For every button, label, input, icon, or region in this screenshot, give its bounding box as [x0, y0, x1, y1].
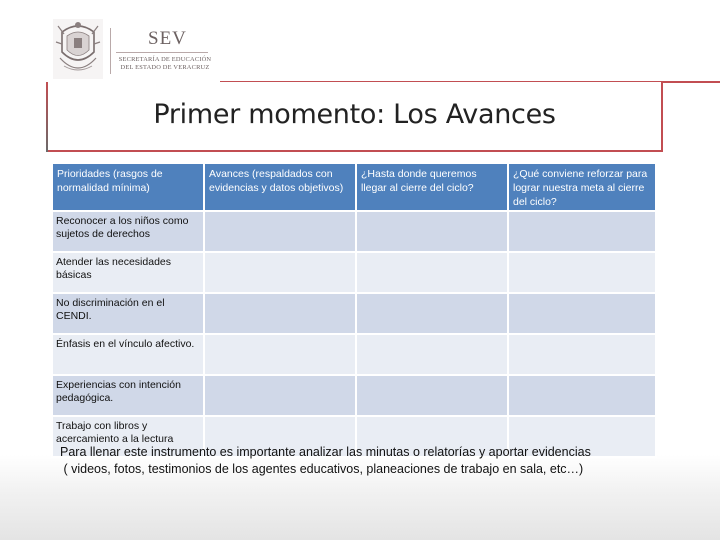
priorities-table	[51, 162, 657, 458]
goal-cell[interactable]	[356, 334, 508, 375]
instructions-line-2: ( videos, fotos, testimonios de los agentes educativos, planeaciones de trabajo en sala, etc…)	[60, 462, 584, 476]
row-label: Énfasis en el vínculo afectivo.	[52, 334, 204, 375]
reinforce-cell[interactable]	[508, 252, 656, 293]
table-header-row	[52, 163, 656, 211]
row-label: Experiencias con intención pedagógica.	[52, 375, 204, 416]
reinforce-cell[interactable]	[508, 293, 656, 334]
goal-cell[interactable]	[356, 211, 508, 252]
progress-cell[interactable]	[204, 252, 356, 293]
reinforce-cell[interactable]	[508, 211, 656, 252]
progress-cell[interactable]	[204, 334, 356, 375]
table-row	[52, 211, 656, 252]
org-rule	[116, 52, 208, 53]
row-label: Trabajo con libros y acercamiento a la lectura	[52, 416, 204, 457]
instructions-note	[60, 444, 660, 478]
header-reinforce: ¿Qué conviene reforzar para lograr nuestra meta al cierre del ciclo?	[508, 163, 656, 211]
goal-cell[interactable]	[356, 375, 508, 416]
goal-cell[interactable]	[356, 252, 508, 293]
org-name-line-1: SECRETARÍA DE EDUCACIÓN	[118, 56, 212, 63]
row-label: No discriminación en el CENDI.	[52, 293, 204, 334]
institution-logo	[52, 18, 212, 82]
title-frame	[46, 82, 663, 152]
header-goal: ¿Hasta donde queremos llegar al cierre del ciclo?	[356, 163, 508, 211]
org-name-line-2: DEL ESTADO DE VERACRUZ	[120, 64, 210, 71]
table-row	[52, 252, 656, 293]
goal-cell[interactable]	[356, 293, 508, 334]
row-label: Reconocer a los niños como sujetos de derechos	[52, 211, 204, 252]
header-priorities: Prioridades (rasgos de normalidad mínima)	[52, 163, 204, 211]
table-row	[52, 375, 656, 416]
table-row	[52, 334, 656, 375]
reinforce-cell[interactable]	[508, 334, 656, 375]
instructions-line-1: Para llenar este instrumento es importante analizar las minutas o relatorías y aportar evidencias	[60, 445, 591, 459]
coat-of-arms-icon	[52, 18, 104, 80]
progress-cell[interactable]	[204, 375, 356, 416]
table-row	[52, 293, 656, 334]
progress-cell[interactable]	[204, 211, 356, 252]
logo-divider	[110, 28, 111, 74]
org-abbreviation: SEV	[148, 28, 187, 49]
header-progress: Avances (respaldados con evidencias y datos objetivos)	[204, 163, 356, 211]
row-label: Atender las necesidades básicas	[52, 252, 204, 293]
slide-title: Primer momento: Los Avances	[153, 99, 556, 130]
reinforce-cell[interactable]	[508, 375, 656, 416]
progress-cell[interactable]	[204, 293, 356, 334]
